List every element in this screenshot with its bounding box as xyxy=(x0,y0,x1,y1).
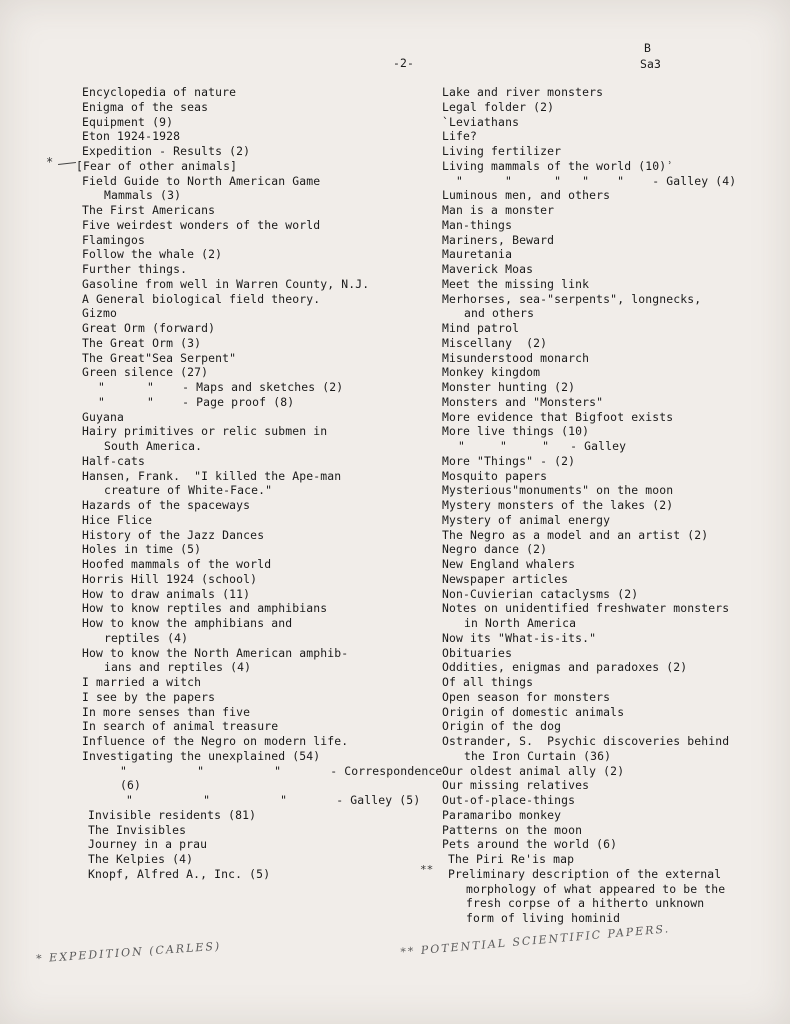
list-item: How to know the amphibians and xyxy=(82,616,293,630)
list-item: Further things. xyxy=(82,262,188,276)
list-item: Of all things xyxy=(442,675,534,689)
list-item: " " " - Correspondence xyxy=(120,763,443,778)
list-item: Green silence (27) xyxy=(82,365,209,380)
list-item: The Great"Sea Serpent" xyxy=(82,350,237,365)
list-item: A General biological field theory. xyxy=(82,291,321,306)
list-item: Luminous men, and others xyxy=(442,188,611,203)
file-code-line-1: B xyxy=(644,41,652,55)
list-item: Pets around the world (6) xyxy=(442,837,618,852)
list-item: Investigating the unexplained (54) xyxy=(82,748,321,763)
index-column-left xyxy=(76,85,443,882)
list-item: Origin of the dog xyxy=(442,719,562,734)
list-item: " " " - Galley (5) xyxy=(126,793,421,807)
list-item: I see by the papers xyxy=(82,689,216,704)
file-code-line-2: Sa3 xyxy=(640,57,662,71)
list-item: Maverick Moas xyxy=(442,262,534,276)
list-item: In more senses than five xyxy=(82,704,251,719)
marker-dash-left xyxy=(58,162,76,165)
list-item: creature of White-Face." xyxy=(104,483,273,498)
list-item: Monkey kingdom xyxy=(442,365,541,380)
list-item: Miscellany (2) xyxy=(442,335,548,350)
list-item: Oddities, enigmas and paradoxes (2) xyxy=(442,660,688,675)
list-item: I married a witch xyxy=(82,675,202,689)
list-item: Mammals (3) xyxy=(104,188,182,203)
list-item: The Piri Re'is map xyxy=(448,852,575,866)
file-code xyxy=(640,40,661,72)
handwritten-note-left: * EXPEDITION (CARLES) xyxy=(35,939,222,966)
list-item: More "Things" - (2) xyxy=(442,453,576,468)
list-item: Mosquito papers xyxy=(442,468,548,483)
list-item: Lake and river monsters xyxy=(442,85,604,99)
list-item: Great Orm (forward) xyxy=(82,321,216,335)
list-item: Monsters and "Monsters" xyxy=(442,394,604,409)
list-item: More evidence that Bigfoot exists xyxy=(442,409,674,424)
list-item: Living mammals of the world (10)ʾ xyxy=(442,158,674,173)
list-item: Meet the missing link xyxy=(442,276,590,291)
list-item: Our oldest animal ally (2) xyxy=(442,763,625,778)
list-item: Paramaribo monkey xyxy=(442,807,562,822)
list-item: Hoofed mammals of the world xyxy=(82,557,272,571)
list-item: Preliminary description of the external xyxy=(448,866,722,881)
list-item: Field Guide to North American Game xyxy=(82,173,321,188)
list-item: form of living hominid xyxy=(466,911,621,925)
list-item: Equipment (9) xyxy=(82,114,174,129)
list-item: How to know reptiles and amphibians xyxy=(82,601,328,616)
list-item: Mystery monsters of the lakes (2) xyxy=(442,498,674,512)
list-item: and others xyxy=(464,306,535,321)
list-item: Enigma of the seas xyxy=(82,99,209,114)
list-item: reptiles (4) xyxy=(104,630,189,645)
list-item: Monster hunting (2) xyxy=(442,380,576,394)
list-item: Open season for monsters xyxy=(442,689,611,704)
list-item: Now its "What-is-its." xyxy=(442,630,597,645)
list-item: More live things (10) xyxy=(442,424,590,439)
list-item: Invisible residents (81) xyxy=(88,807,257,822)
list-item: morphology of what appeared to be the xyxy=(466,881,726,896)
list-item: Mauretania xyxy=(442,247,513,262)
list-item: " " " - Galley xyxy=(458,439,627,453)
list-item: Merhorses, sea-"serpents", longnecks, xyxy=(442,291,702,306)
list-item: The First Americans xyxy=(82,203,216,217)
list-item: Legal folder (2) xyxy=(442,99,555,114)
list-item: Guyana xyxy=(82,409,125,424)
list-item: Half-cats xyxy=(82,453,146,468)
page-number: -2- xyxy=(393,56,415,70)
list-item: Negro dance (2) xyxy=(442,542,548,557)
list-item: Hairy primitives or relic submen in xyxy=(82,424,328,439)
handwritten-note-right: ** POTENTIAL SCIENTIFIC PAPERS. xyxy=(399,922,671,959)
list-item: Hansen, Frank. "I killed the Ape-man xyxy=(82,468,342,483)
list-item: The Great Orm (3) xyxy=(82,335,202,350)
list-item: " " - Page proof (8) xyxy=(98,394,295,409)
list-item: South America. xyxy=(104,439,203,453)
list-item: the Iron Curtain (36) xyxy=(464,748,612,763)
list-item: Mysterious"monuments" on the moon xyxy=(442,483,674,498)
list-item: (6) xyxy=(120,778,142,793)
list-item: Ostrander, S. Psychic discoveries behind xyxy=(442,734,730,748)
list-item: Holes in time (5) xyxy=(82,542,202,557)
list-item: Life? xyxy=(442,129,478,144)
list-item: Mariners, Beward xyxy=(442,232,555,247)
list-item: Man is a monster xyxy=(442,203,555,217)
list-item: Our missing relatives xyxy=(442,778,590,793)
list-item: Patterns on the moon xyxy=(442,822,583,837)
list-item: Man-things xyxy=(442,217,513,232)
list-item: Five weirdest wonders of the world xyxy=(82,217,321,232)
list-item: The Negro as a model and an artist (2) xyxy=(442,527,709,542)
list-item: Knopf, Alfred A., Inc. (5) xyxy=(88,866,271,881)
list-item: Horris Hill 1924 (school) xyxy=(82,571,258,586)
list-item: Eton 1924-1928 xyxy=(82,129,181,144)
list-item: History of the Jazz Dances xyxy=(82,527,265,542)
list-item: In search of animal treasure xyxy=(82,719,279,734)
list-item: Journey in a prau xyxy=(88,837,208,852)
list-item: Flamingos xyxy=(82,232,146,247)
list-item: Notes on unidentified freshwater monsters xyxy=(442,601,730,616)
list-item: Obituaries xyxy=(442,645,513,660)
index-column-right xyxy=(442,85,782,926)
list-item: Encyclopedia of nature xyxy=(82,85,237,99)
list-item: Influence of the Negro on modern life. xyxy=(82,734,349,748)
list-item: Living fertilizer xyxy=(442,144,562,158)
list-item: Misunderstood monarch xyxy=(442,350,590,365)
list-item: How to know the North American amphib- xyxy=(82,645,349,660)
list-item: Gasoline from well in Warren County, N.J. xyxy=(82,276,370,291)
list-item: Mystery of animal energy xyxy=(442,512,611,527)
list-item: " " " " " - Galley (4) xyxy=(456,173,737,188)
list-item: The Kelpies (4) xyxy=(88,852,194,866)
list-item: Hazards of the spaceways xyxy=(82,498,251,512)
list-item: Non-Cuvierian cataclysms (2) xyxy=(442,586,639,601)
list-item: in North America xyxy=(464,616,577,630)
list-item: Out-of-place-things xyxy=(442,793,576,807)
list-item: Gizmo xyxy=(82,306,118,321)
asterisk-marker-right: ** xyxy=(420,863,434,876)
list-item: The Invisibles xyxy=(88,822,187,837)
list-item: Origin of domestic animals xyxy=(442,704,625,719)
list-item: How to draw animals (11) xyxy=(82,586,251,601)
list-item: New England whalers xyxy=(442,557,576,571)
list-item: `Leviathans xyxy=(442,114,520,129)
list-item: Follow the whale (2) xyxy=(82,247,223,262)
list-item: Expedition - Results (2) xyxy=(82,144,251,158)
list-item: fresh corpse of a hitherto unknown xyxy=(466,896,705,911)
list-item: Mind patrol xyxy=(442,321,520,335)
list-item: Hice Flice xyxy=(82,512,153,527)
list-item: ians and reptiles (4) xyxy=(104,660,252,675)
list-item: " " - Maps and sketches (2) xyxy=(98,380,344,394)
list-item: Newspaper articles xyxy=(442,571,569,586)
asterisk-marker-left: * xyxy=(46,155,54,169)
list-item: [Fear of other animals] xyxy=(76,158,238,173)
